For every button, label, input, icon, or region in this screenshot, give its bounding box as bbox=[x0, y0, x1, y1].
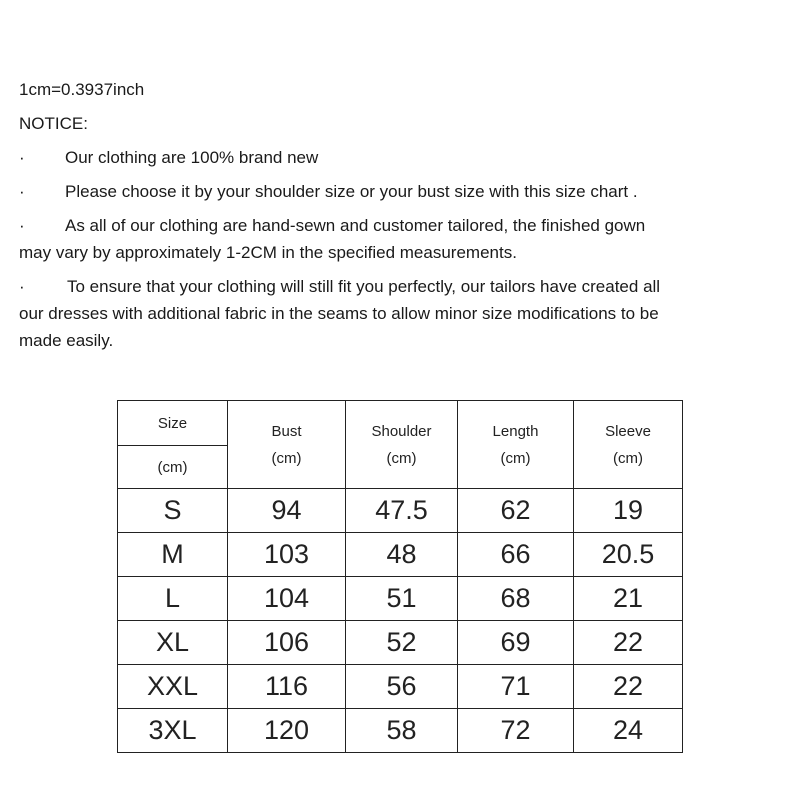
table-row bbox=[118, 533, 683, 577]
column-unit: (cm) bbox=[613, 449, 643, 467]
notice-text-continued: our dresses with additional fabric in the seams to allow minor size modifications to be bbox=[19, 304, 659, 323]
size-cell: S bbox=[118, 489, 228, 533]
sleeve-cell: 24 bbox=[574, 709, 683, 753]
column-label: Sleeve bbox=[605, 422, 651, 440]
column-label: Bust bbox=[271, 422, 302, 440]
column-label: Length bbox=[492, 422, 539, 440]
notice-text-continued: may vary by approximately 1-2CM in the specified measurements. bbox=[19, 243, 517, 262]
shoulder-cell: 56 bbox=[346, 665, 458, 709]
sleeve-cell: 19 bbox=[574, 489, 683, 533]
notice-section bbox=[19, 76, 784, 354]
shoulder-cell: 52 bbox=[346, 621, 458, 665]
notice-item bbox=[19, 273, 784, 354]
sleeve-cell: 21 bbox=[574, 577, 683, 621]
column-label: Shoulder bbox=[371, 422, 432, 440]
notice-text: As all of our clothing are hand-sewn and customer tailored, the finished gown bbox=[65, 216, 646, 235]
size-cell: XXL bbox=[118, 665, 228, 709]
notice-item bbox=[19, 178, 784, 205]
sleeve-cell: 20.5 bbox=[574, 533, 683, 577]
column-unit: (cm) bbox=[271, 449, 302, 467]
size-cell: M bbox=[118, 533, 228, 577]
bust-cell: 104 bbox=[228, 577, 346, 621]
bullet-mark: · bbox=[19, 182, 25, 201]
size-chart-table bbox=[117, 400, 683, 753]
table-row bbox=[118, 665, 683, 709]
shoulder-cell: 58 bbox=[346, 709, 458, 753]
length-cell: 71 bbox=[458, 665, 574, 709]
shoulder-cell: 48 bbox=[346, 533, 458, 577]
bust-cell: 120 bbox=[228, 709, 346, 753]
notice-text-continued: made easily. bbox=[19, 331, 114, 350]
length-cell: 66 bbox=[458, 533, 574, 577]
bullet-mark: · bbox=[19, 148, 25, 167]
column-unit: (cm) bbox=[500, 449, 531, 467]
notice-item bbox=[19, 212, 784, 266]
bust-cell: 103 bbox=[228, 533, 346, 577]
sleeve-header-cell bbox=[574, 401, 683, 489]
size-header-cell: Size bbox=[118, 401, 228, 446]
shoulder-cell: 47.5 bbox=[346, 489, 458, 533]
size-cell: 3XL bbox=[118, 709, 228, 753]
length-cell: 62 bbox=[458, 489, 574, 533]
length-header-cell bbox=[458, 401, 574, 489]
length-cell: 69 bbox=[458, 621, 574, 665]
bullet-mark: · bbox=[19, 216, 25, 235]
table-row bbox=[118, 577, 683, 621]
column-unit: (cm) bbox=[386, 449, 417, 467]
table-row bbox=[118, 621, 683, 665]
table-row bbox=[118, 489, 683, 533]
shoulder-header-cell bbox=[346, 401, 458, 489]
bust-cell: 116 bbox=[228, 665, 346, 709]
size-unit-cell: (cm) bbox=[118, 446, 228, 489]
unit-conversion: 1cm=0.3937inch bbox=[19, 80, 145, 99]
notice-item bbox=[19, 144, 784, 171]
sleeve-cell: 22 bbox=[574, 621, 683, 665]
size-cell: XL bbox=[118, 621, 228, 665]
size-cell: L bbox=[118, 577, 228, 621]
bust-header-cell bbox=[228, 401, 346, 489]
notice-text: To ensure that your clothing will still fit you perfectly, our tailors have created all bbox=[67, 277, 661, 296]
sleeve-cell: 22 bbox=[574, 665, 683, 709]
notice-heading: NOTICE: bbox=[19, 114, 88, 133]
notice-text: Our clothing are 100% brand new bbox=[65, 148, 319, 167]
table-row bbox=[118, 709, 683, 753]
length-cell: 68 bbox=[458, 577, 574, 621]
bullet-mark: · bbox=[19, 277, 25, 296]
bust-cell: 106 bbox=[228, 621, 346, 665]
notice-text: Please choose it by your shoulder size or your bust size with this size chart . bbox=[65, 182, 638, 201]
shoulder-cell: 51 bbox=[346, 577, 458, 621]
bust-cell: 94 bbox=[228, 489, 346, 533]
length-cell: 72 bbox=[458, 709, 574, 753]
table-header-row bbox=[118, 401, 683, 446]
